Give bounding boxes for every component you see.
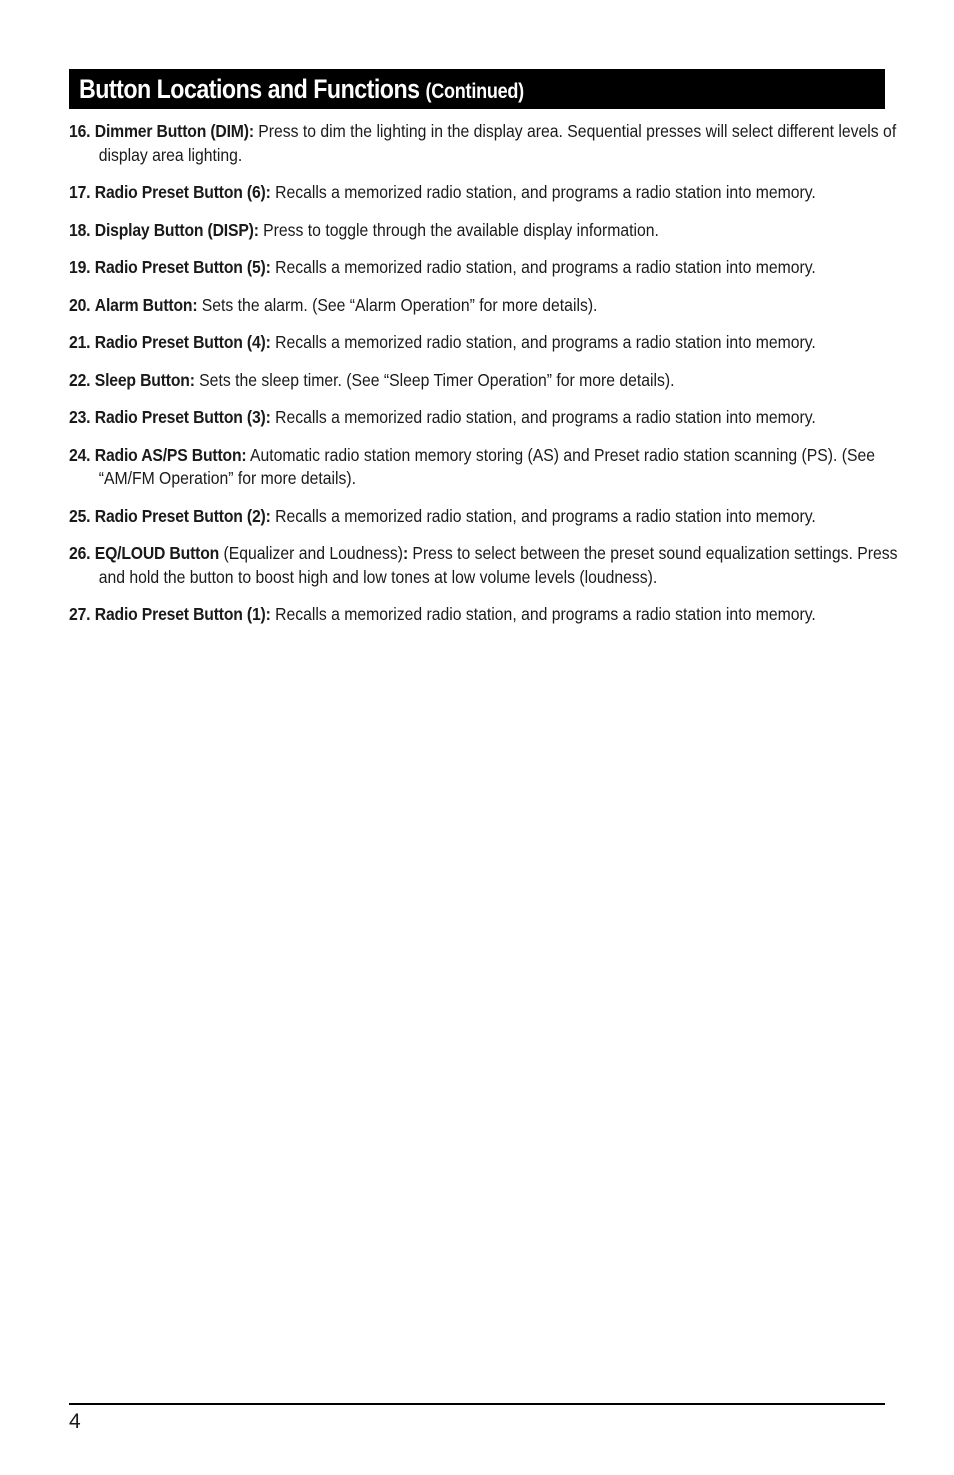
item-description: Recalls a memorized radio station, and programs a radio station into memory. bbox=[275, 182, 816, 202]
item-description: Sets the alarm. (See “Alarm Operation” for more details). bbox=[201, 294, 598, 315]
item-term: Radio Preset Button (3): bbox=[94, 407, 271, 427]
section-title bbox=[79, 74, 524, 105]
item-term: Dimmer Button (DIM): bbox=[94, 121, 254, 141]
list-item bbox=[69, 603, 915, 627]
item-number: 26. bbox=[69, 543, 91, 563]
list-item bbox=[69, 181, 915, 205]
item-term: Display Button (DISP): bbox=[94, 219, 259, 240]
section-title-text: Button Locations and Functions bbox=[79, 74, 420, 104]
item-number: 23. bbox=[69, 407, 91, 427]
item-number: 25. bbox=[69, 505, 91, 526]
footer-rule bbox=[69, 1403, 885, 1405]
item-description: Recalls a memorized radio station, and programs a radio station into memory. bbox=[275, 604, 816, 624]
item-term: EQ/LOUD Button bbox=[94, 543, 220, 563]
item-number: 21. bbox=[69, 332, 91, 352]
section-header bbox=[69, 69, 885, 109]
item-number: 17. bbox=[69, 182, 91, 202]
item-term-colon: : bbox=[402, 543, 409, 563]
item-description: Recalls a memorized radio station, and programs a radio station into memory. bbox=[275, 332, 816, 352]
item-number: 27. bbox=[69, 604, 91, 624]
page-number: 4 bbox=[69, 1410, 81, 1433]
item-number: 16. bbox=[69, 121, 91, 141]
list-item bbox=[69, 369, 915, 393]
item-term: Radio Preset Button (2): bbox=[94, 505, 271, 526]
item-description: Press to dim the lighting in the display area. Sequential presses will select different levels of display area lighting. bbox=[98, 121, 897, 165]
list-item bbox=[69, 219, 915, 243]
item-term: Alarm Button: bbox=[94, 294, 198, 315]
item-number: 19. bbox=[69, 257, 91, 277]
item-number: 20. bbox=[69, 294, 91, 315]
section-subtitle: (Continued) bbox=[425, 80, 524, 103]
list-item bbox=[69, 444, 915, 491]
item-term: Radio Preset Button (4): bbox=[94, 332, 271, 352]
item-description: Automatic radio station memory storing (AS) and Preset radio station scanning (PS). (See “AM/FM Operation” for more details). bbox=[98, 444, 876, 488]
item-description: Press to select between the preset sound equalization settings. Press and hold the button to boost high and low tones at low volume levels (loudness). bbox=[98, 543, 898, 587]
list-item bbox=[69, 294, 915, 318]
item-term: Radio AS/PS Button: bbox=[94, 444, 247, 465]
item-term: Radio Preset Button (1): bbox=[94, 604, 271, 624]
list-item bbox=[69, 120, 915, 167]
item-number: 24. bbox=[69, 444, 91, 465]
item-description: Recalls a memorized radio station, and programs a radio station into memory. bbox=[275, 505, 816, 526]
item-description: Recalls a memorized radio station, and programs a radio station into memory. bbox=[275, 407, 816, 427]
item-term: Radio Preset Button (5): bbox=[94, 257, 271, 277]
button-function-list bbox=[69, 120, 898, 641]
item-term-note: (Equalizer and Loudness) bbox=[223, 543, 403, 563]
item-number: 18. bbox=[69, 219, 91, 240]
item-description: Sets the sleep timer. (See “Sleep Timer Operation” for more details). bbox=[199, 369, 675, 390]
item-number: 22. bbox=[69, 369, 91, 390]
item-description: Recalls a memorized radio station, and programs a radio station into memory. bbox=[275, 257, 816, 277]
item-description: Press to toggle through the available display information. bbox=[263, 219, 659, 240]
list-item bbox=[69, 542, 915, 589]
item-term: Sleep Button: bbox=[94, 369, 195, 390]
list-item bbox=[69, 505, 915, 529]
list-item bbox=[69, 406, 915, 430]
list-item bbox=[69, 256, 915, 280]
item-term: Radio Preset Button (6): bbox=[94, 182, 271, 202]
list-item bbox=[69, 331, 915, 355]
